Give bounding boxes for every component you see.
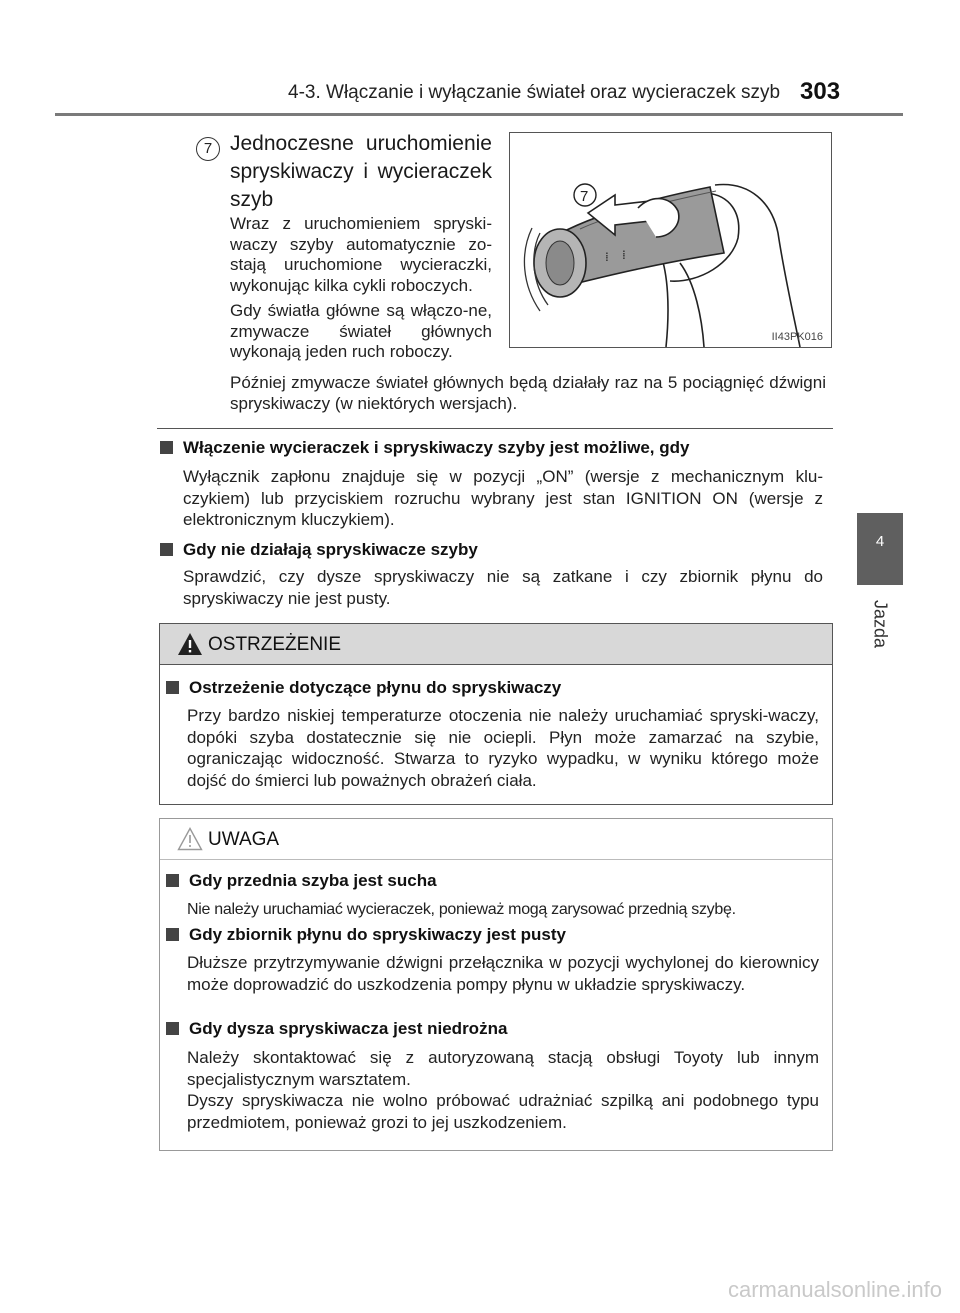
bullet-square-icon (166, 874, 179, 887)
step-badge: 7 (196, 137, 220, 161)
bullet-square-icon (166, 928, 179, 941)
caution-triangle-icon (177, 827, 203, 851)
lever-drawing (510, 133, 833, 349)
caution-text-2: Dłuższe przytrzymywanie dźwigni przełącznika w pozycji wychylonej do kierownicy może doprowadzić do uszkodzenia pompy płynu w układzie spryskiwaczy. (187, 953, 819, 994)
warning-box-header (160, 624, 832, 665)
bullet-square-icon (160, 441, 173, 454)
note-heading-1 (160, 438, 689, 458)
caution-heading-3 (166, 1019, 507, 1039)
caution-heading-2 (166, 925, 566, 945)
wiper-lever-illustration (509, 132, 832, 348)
page-number: 303 (800, 78, 841, 105)
caution-heading-1 (166, 871, 437, 891)
caution-heading-2-text: Gdy zbiornik płynu do spryskiwaczy jest pusty (189, 925, 566, 944)
caution-box (159, 818, 833, 1151)
watermark: carmanualsonline.info (727, 1277, 942, 1302)
chapter-label (862, 600, 898, 660)
step-paragraph-1: Wraz z uruchomieniem spryski-waczy szyby automatycznie zo-stają uruchomione wycieraczki, wykonując kilka cykli roboczych. (230, 214, 492, 295)
note-text-1: Wyłącznik zapłonu znajduje się w pozycji „ON” (wersje z mechanicznym klu-czykiem) lub przyciskiem rozruchu wybrany jest stan IGNITION ON (wersje z elektronicznym kluczykiem). (183, 467, 823, 529)
chapter-label-text: Jazda (870, 600, 891, 649)
section-divider (157, 428, 833, 429)
caution-heading-3-text: Gdy dysza spryskiwacza jest niedrożna (189, 1019, 508, 1038)
bullet-square-icon (166, 1022, 179, 1035)
note-heading-2 (160, 540, 478, 560)
caution-box-header (160, 819, 832, 860)
note-text-2: Sprawdzić, czy dysze spryskiwaczy nie są zatkane i czy zbiornik płynu do spryskiwaczy nie jest pusty. (183, 567, 823, 608)
caution-text-1: Nie należy uruchamiać wycieraczek, ponieważ mogą zarysować przednią szybę. (187, 901, 736, 918)
note-heading-1-text: Włączenie wycieraczek i spryskiwaczy szyby jest możliwe, gdy (183, 438, 690, 457)
bullet-square-icon (166, 681, 179, 694)
warning-heading-text: Ostrzeżenie dotyczące płynu do spryskiwaczy (189, 678, 562, 697)
note-heading-2-text: Gdy nie działają spryskiwacze szyby (183, 540, 478, 559)
chapter-tab: 4 (857, 513, 903, 585)
section-title: 4-3. Włączanie i wyłączanie świateł oraz wycieraczek szyb (288, 82, 781, 103)
caution-heading-1-text: Gdy przednia szyba jest sucha (189, 871, 437, 890)
figure-callout: 7 (580, 188, 589, 205)
svg-text:⁞: ⁞ (605, 250, 609, 264)
bullet-square-icon (160, 543, 173, 556)
warning-triangle-icon (177, 632, 203, 656)
warning-box (159, 623, 833, 805)
warning-heading (166, 678, 561, 698)
svg-text:⁞: ⁞ (622, 248, 626, 262)
figure-code: II43PK016 (771, 331, 823, 343)
caution-text-3b: Dyszy spryskiwacza nie wolno próbować udrażniać szpilką ani podobnego typu przedmiotem, ponieważ grozi to jej uszkodzeniem. (187, 1091, 819, 1132)
step-paragraph-3: Później zmywacze świateł głównych będą działały raz na 5 pociągnięć dźwigni spryskiwaczy (w niektórych wersjach). (230, 373, 826, 413)
warning-title: OSTRZEŻENIE (208, 634, 342, 655)
header-rule (55, 113, 903, 116)
caution-title: UWAGA (208, 829, 280, 850)
step-paragraph-2: Gdy światła główne są włączo-ne, zmywacze świateł głównych wykonają jeden ruch roboczy. (230, 301, 492, 361)
caution-text-3: Należy skontaktować się z autoryzowaną stacją obsługi Toyoty lub innym specjalistycznym warsztatem. (187, 1048, 819, 1089)
warning-text: Przy bardzo niskiej temperaturze otoczenia nie należy uruchamiać spryski-waczy, dopóki szyba dostatecznie się nie ociepli. Płyn może zamarzać na szybie, ograniczając widoczność. Stwarza to ryzyko wypadku, w wyniku którego może dojść do śmierci lub poważnych obrażeń ciała. (187, 706, 819, 790)
step-title: Jednoczesne uruchomienie spryskiwaczy i wycieraczek szyb (230, 132, 492, 211)
